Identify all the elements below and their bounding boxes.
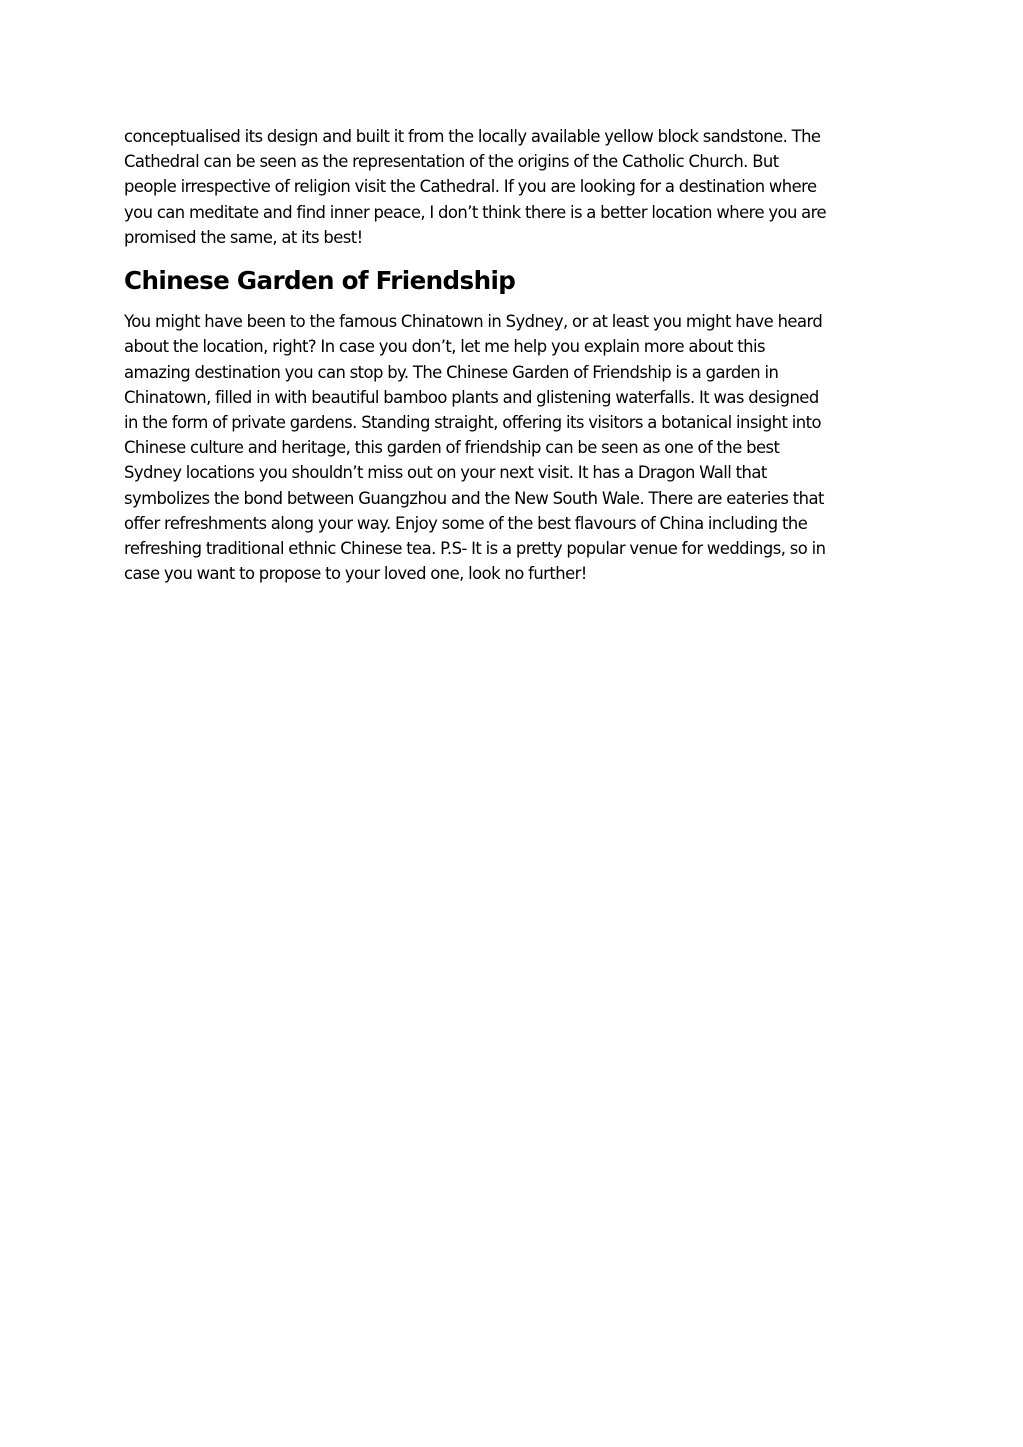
body-paragraph [124, 309, 904, 586]
body-line: refreshing traditional ethnic Chinese tea. P.S- It is a pretty popular venue for weddings, so in [124, 539, 826, 559]
body-line: You might have been to the famous Chinatown in Sydney, or at least you might have heard [124, 312, 823, 332]
body-line: offer refreshments along your way. Enjoy some of the best flavours of China including the [124, 513, 808, 533]
body-line: amazing destination you can stop by. The Chinese Garden of Friendship is a garden in [124, 362, 779, 382]
intro-line: people irrespective of religion visit the Cathedral. If you are looking for a destination where [124, 177, 817, 197]
intro-paragraph [124, 124, 904, 250]
body-line: symbolizes the bond between Guangzhou and the New South Wale. There are eateries that [124, 488, 824, 508]
body-line: Chinatown, filled in with beautiful bamboo plants and glistening waterfalls. It was designed [124, 387, 819, 407]
body-line: Chinese culture and heritage, this garden of friendship can be seen as one of the best [124, 438, 780, 458]
intro-line: promised the same, at its best! [124, 227, 363, 247]
document-content [124, 124, 904, 586]
intro-line: you can meditate and find inner peace, I don’t think there is a better location where you are [124, 202, 827, 222]
body-line: case you want to propose to your loved one, look no further! [124, 564, 587, 584]
intro-line: Cathedral can be seen as the representation of the origins of the Catholic Church. But [124, 152, 779, 172]
section-heading: Chinese Garden of Friendship [124, 266, 516, 296]
intro-line: conceptualised its design and built it from the locally available yellow block sandstone. The [124, 127, 821, 146]
body-line: about the location, right? In case you don’t, let me help you explain more about this [124, 337, 765, 357]
body-line: in the form of private gardens. Standing straight, offering its visitors a botanical insight into [124, 413, 821, 433]
body-line: Sydney locations you shouldn’t miss out on your next visit. It has a Dragon Wall that [124, 463, 767, 483]
